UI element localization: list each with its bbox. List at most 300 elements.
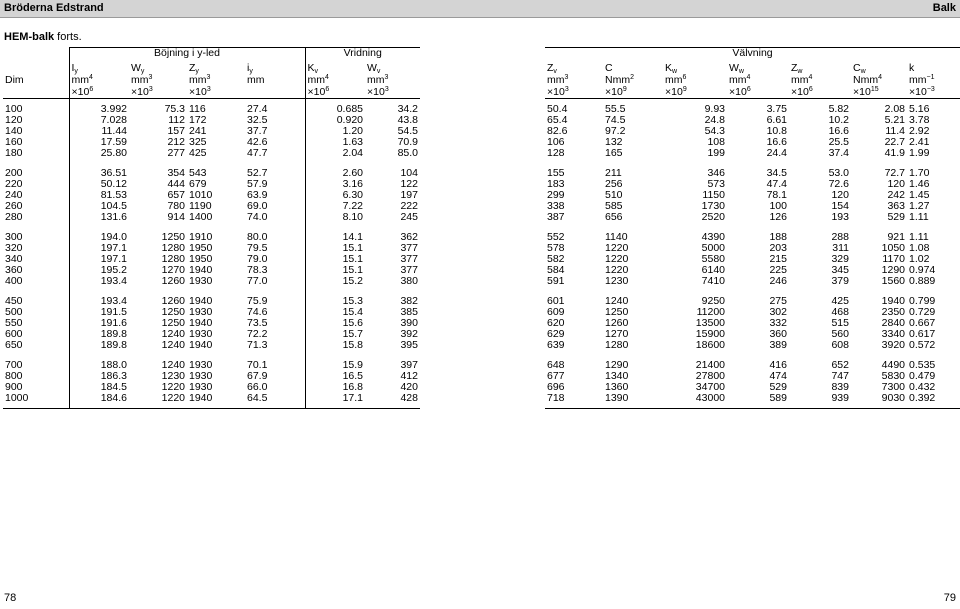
table-row [545, 163, 960, 179]
table-cell: 921 [887, 231, 905, 243]
table-cell: 900 [3, 382, 69, 393]
table-cell: 677 [547, 371, 565, 382]
table-cell: 382 [400, 295, 418, 307]
table-row [3, 137, 420, 148]
table-cell: 160 [3, 137, 69, 148]
table-cell: 65.4 [547, 115, 568, 126]
table-cell: 15.1 [342, 254, 363, 265]
c-header: C Nmm$^2$ $\times 10^9$ [603, 62, 663, 99]
table-cell: 195.2 [100, 265, 127, 276]
table-cell: 360 [769, 329, 787, 340]
table-cell: 57.9 [245, 179, 305, 190]
table-row [3, 254, 420, 265]
table-cell: 2.08 [884, 103, 905, 115]
table-row [545, 254, 960, 265]
table-cell: 354 [167, 167, 185, 179]
table-cell: 696 [547, 382, 565, 393]
table-cell: 5000 [701, 243, 725, 254]
table-row [3, 265, 420, 276]
table-cell: 589 [727, 393, 789, 409]
table-row [3, 276, 420, 291]
cw-header: $C_w$ Nmm$^4$ $\times 10^{15}$ [851, 62, 907, 99]
table-cell: 5.16 [909, 103, 930, 115]
table-cell: 212 [167, 137, 185, 148]
page-number-right: 79 [943, 592, 956, 604]
table-cell: 397 [400, 359, 418, 371]
table-cell: 194.0 [100, 231, 127, 243]
table-cell: 69.0 [245, 201, 305, 212]
table-cell: 79.0 [245, 254, 305, 265]
table-cell: 400 [3, 276, 69, 291]
table-cell: 0.685 [336, 103, 363, 115]
table-cell: 1240 [161, 329, 185, 340]
table-cell: 529 [769, 382, 787, 393]
table-cell: 416 [769, 359, 787, 371]
table-cell: 14.1 [342, 231, 363, 243]
table-cell: 5.82 [828, 103, 849, 115]
table-row [545, 340, 960, 355]
table-cell: 0.729 [909, 307, 936, 318]
table-cell: 1220 [129, 393, 187, 409]
table-cell: 9.93 [704, 103, 725, 115]
table-cell: 189.8 [100, 340, 127, 351]
table-cell: 27.4 [245, 99, 305, 116]
table-cell: 1950 [189, 254, 213, 265]
table-cell: 120 [3, 115, 69, 126]
table-cell: 3.16 [342, 179, 363, 190]
table-cell: 389 [769, 340, 787, 351]
table-row [545, 276, 960, 291]
table-cell: 108 [707, 137, 725, 148]
table-row [3, 212, 420, 227]
table-cell: 197.1 [100, 254, 127, 265]
table-cell: 15.1 [342, 243, 363, 254]
table-row [3, 318, 420, 329]
table-cell: 97.2 [605, 126, 626, 137]
table-cell: 1940 [189, 340, 213, 351]
table-cell: 1250 [161, 318, 185, 329]
table-cell: 1940 [881, 295, 905, 307]
table-cell: 189.8 [100, 329, 127, 340]
row-group [545, 291, 960, 355]
table-cell: 363 [887, 201, 905, 212]
table-cell: 17.59 [100, 137, 127, 148]
table-cell: 329 [831, 254, 849, 265]
table-cell: 1270 [605, 329, 629, 340]
table-cell: 939 [789, 393, 851, 409]
table-cell: 0.799 [909, 295, 936, 307]
table-cell: 585 [605, 201, 623, 212]
table-cell: 203 [769, 243, 787, 254]
table-cell: 256 [605, 179, 623, 190]
table-row [545, 115, 960, 126]
table-cell: 657 [167, 190, 185, 201]
table-cell: 515 [831, 318, 849, 329]
table-cell: 1.02 [909, 254, 930, 265]
table-cell: 24.4 [766, 148, 787, 159]
table-cell: 1230 [605, 276, 629, 287]
table-cell: 2350 [881, 307, 905, 318]
table-cell: 468 [831, 307, 849, 318]
table-cell: 1260 [161, 276, 185, 287]
table-cell: 157 [167, 126, 185, 137]
table-cell: 0.392 [907, 393, 960, 409]
table-cell: 184.5 [100, 382, 127, 393]
zv-header: $Z_v$ $mm^3$ $\times 10^3$ [545, 62, 603, 99]
table-row [3, 227, 420, 243]
row-group [3, 163, 420, 227]
table-cell: 629 [547, 329, 565, 340]
table-row [545, 371, 960, 382]
table-cell: 154 [831, 201, 849, 212]
table-cell: 191.5 [100, 307, 127, 318]
table-cell: 1.11 [909, 231, 929, 243]
table-cell: 25.5 [828, 137, 849, 148]
table-cell: 302 [769, 307, 787, 318]
table-cell: 2.92 [909, 126, 930, 137]
table-cell: 80.0 [245, 227, 305, 243]
table-cell: 188 [769, 231, 787, 243]
table-cell: 560 [831, 329, 849, 340]
table-cell: 25.80 [100, 148, 127, 159]
table-row [3, 148, 420, 163]
table-cell: 199 [707, 148, 725, 159]
table-cell: 332 [769, 318, 787, 329]
table-cell: 241 [189, 126, 207, 137]
table-cell: 3340 [881, 329, 905, 340]
wv-header: $W_v$ $mm^3$ $\times 10^3$ [365, 62, 420, 99]
table-cell: 395 [400, 340, 418, 351]
table-cell: 608 [831, 340, 849, 351]
table-cell: 79.5 [245, 243, 305, 254]
table-cell: 100 [769, 201, 787, 212]
table-cell: 425 [831, 295, 849, 307]
table-cell: 1170 [882, 254, 905, 265]
table-cell: 2520 [701, 212, 725, 223]
table-cell: 15.7 [342, 329, 363, 340]
table-cell: 1940 [189, 318, 213, 329]
table-cell: 582 [547, 254, 565, 265]
table-cell: 34700 [695, 382, 725, 393]
table-cell: 280 [3, 212, 69, 227]
table-cell: 6140 [701, 265, 725, 276]
table-cell: 1260 [161, 295, 185, 307]
table-cell: 425 [189, 148, 207, 159]
table-cell: 5.21 [884, 115, 905, 126]
table-cell: 601 [547, 295, 565, 307]
table-row [3, 393, 420, 409]
table-cell: 32.5 [245, 115, 305, 126]
table-cell: 220 [3, 179, 69, 190]
table-cell: 1.20 [342, 126, 363, 137]
table-cell: 1.08 [909, 243, 930, 254]
table-cell: 197.1 [100, 243, 127, 254]
table-cell: 1190 [189, 201, 212, 212]
table-cell: 112 [168, 115, 185, 126]
table-row [3, 190, 420, 201]
table-cell: 120 [831, 190, 849, 201]
table-row [3, 291, 420, 307]
table-cell: 6.30 [342, 190, 363, 201]
table-row [3, 179, 420, 190]
heading-bold: HEM-balk [4, 31, 55, 43]
table-row [3, 243, 420, 254]
table-cell: 67.9 [245, 371, 305, 382]
table-cell: 70.9 [397, 137, 418, 148]
table-cell: 11.44 [101, 126, 127, 137]
table-cell: 104.5 [100, 201, 127, 212]
table-cell: 718 [545, 393, 603, 409]
table-cell: 550 [3, 318, 69, 329]
table-cell: 74.0 [245, 212, 305, 227]
table-cell: 7.22 [342, 201, 363, 212]
table-row [545, 318, 960, 329]
table-cell: 747 [831, 371, 849, 382]
table-cell: 2840 [881, 318, 905, 329]
table-cell: 200 [3, 163, 69, 179]
table-cell: 6.61 [766, 115, 787, 126]
table-cell: 155 [547, 167, 565, 179]
table-cell: 100 [3, 99, 69, 116]
table-cell: 72.2 [245, 329, 305, 340]
table-cell: 679 [189, 179, 207, 190]
table-cell: 73.5 [245, 318, 305, 329]
table-cell: 620 [547, 318, 565, 329]
table-row [3, 307, 420, 318]
table-cell: 193.4 [100, 276, 127, 287]
table-cell: 1280 [161, 254, 185, 265]
table-cell: 0.479 [909, 371, 936, 382]
group-warping: Välvning [545, 48, 960, 63]
table-cell: 1560 [881, 276, 905, 287]
table-cell: 5580 [701, 254, 725, 265]
table-cell: 72.7 [884, 167, 905, 179]
table-cell: 377 [400, 243, 418, 254]
table-cell: 16.6 [766, 137, 787, 148]
table-cell: 656 [605, 212, 623, 223]
table-cell: 3.78 [909, 115, 930, 126]
table-cell: 27800 [695, 371, 725, 382]
table-cell: 15.4 [342, 307, 363, 318]
table-cell: 122 [400, 179, 418, 190]
table-row [3, 126, 420, 137]
right-property-table [545, 47, 960, 409]
table-cell: 7410 [701, 276, 725, 287]
table-cell: 22.7 [884, 137, 905, 148]
table-cell: 1.63 [342, 137, 363, 148]
table-cell: 380 [400, 276, 418, 287]
table-cell: 77.0 [245, 276, 305, 291]
table-cell: 193.4 [100, 295, 127, 307]
table-cell: 0.889 [909, 276, 936, 287]
table-cell: 41.9 [884, 148, 905, 159]
table-row [3, 201, 420, 212]
table-cell: 191.6 [100, 318, 127, 329]
table-cell: 74.6 [245, 307, 305, 318]
table-cell: 1220 [605, 254, 629, 265]
table-cell: 1250 [605, 307, 629, 318]
table-cell: 5830 [881, 371, 905, 382]
row-group [545, 99, 960, 164]
table-cell: 15.8 [342, 340, 363, 351]
kv-header: $K_v$ $mm^4$ $\times 10^6$ [305, 62, 365, 99]
table-cell: 0.920 [336, 115, 363, 126]
table-cell: 4390 [701, 231, 725, 243]
table-cell: 215 [769, 254, 787, 265]
table-row [545, 329, 960, 340]
table-cell: 78.3 [245, 265, 305, 276]
table-cell: 140 [3, 126, 69, 137]
table-cell: 246 [769, 276, 787, 287]
table-cell: 543 [189, 167, 207, 179]
table-cell: 1360 [605, 382, 629, 393]
table-row [545, 126, 960, 137]
table-cell: 1220 [161, 382, 185, 393]
heading-rest: forts. [54, 31, 82, 43]
table-row [545, 243, 960, 254]
table-cell: 15.9 [342, 359, 363, 371]
table-cell: 193 [831, 212, 849, 223]
table-cell: 3.75 [766, 103, 787, 115]
table-cell: 3.992 [100, 103, 127, 115]
table-cell: 15.2 [342, 276, 363, 287]
table-cell: 1930 [189, 359, 213, 371]
table-cell: 1240 [605, 295, 629, 307]
table-cell: 1390 [603, 393, 663, 409]
table-cell: 360 [3, 265, 69, 276]
table-cell: 72.6 [828, 179, 849, 190]
table-cell: 325 [189, 137, 207, 148]
row-group [3, 355, 420, 409]
table-cell: 10.2 [828, 115, 849, 126]
zy-header: $Z_y$ $mm^3$ $\times 10^3$ [187, 62, 245, 99]
table-cell: 15.6 [342, 318, 363, 329]
table-cell: 0.667 [909, 318, 936, 329]
table-cell: 70.1 [245, 355, 305, 371]
row-group [545, 355, 960, 409]
table-cell: 1930 [189, 307, 213, 318]
table-cell: 474 [769, 371, 787, 382]
table-row [3, 99, 420, 116]
table-cell: 15900 [695, 329, 725, 340]
table-cell: 16.8 [342, 382, 363, 393]
ww-header: $W_w$ $mm^4$ $\times 10^6$ [727, 62, 789, 99]
table-row [545, 291, 960, 307]
table-row [3, 340, 420, 355]
table-cell: 24.8 [704, 115, 725, 126]
table-cell: 1270 [161, 265, 185, 276]
running-header [0, 0, 960, 18]
table-cell: 338 [547, 201, 565, 212]
table-cell: 120 [887, 179, 905, 190]
dim-header: Dim [3, 62, 69, 99]
table-cell: 128 [547, 148, 565, 159]
table-cell: 75.9 [245, 291, 305, 307]
table-cell: 552 [547, 231, 565, 243]
table-cell: 600 [3, 329, 69, 340]
table-cell: 37.4 [828, 148, 849, 159]
table-cell: 15.3 [342, 295, 363, 307]
table-cell: 15.1 [342, 265, 363, 276]
table-cell: 420 [400, 382, 418, 393]
table-cell: 277 [167, 148, 185, 159]
table-cell: 36.51 [100, 167, 127, 179]
group-bending: Böjning i y-led [69, 48, 305, 63]
table-cell: 64.5 [245, 393, 305, 409]
table-cell: 345 [831, 265, 849, 276]
table-cell: 1140 [605, 231, 628, 243]
table-cell: 288 [831, 231, 849, 243]
table-cell: 126 [769, 212, 787, 223]
table-cell: 16.5 [342, 371, 363, 382]
table-cell: 7300 [881, 382, 905, 393]
table-cell: 300 [3, 227, 69, 243]
table-cell: 17.1 [305, 393, 365, 409]
table-cell: 379 [831, 276, 849, 287]
table-cell: 78.1 [766, 190, 787, 201]
table-cell: 428 [365, 393, 420, 409]
table-row [545, 190, 960, 201]
table-cell: 1220 [605, 243, 629, 254]
page-number-left: 78 [4, 592, 17, 604]
table-cell: 54.5 [397, 126, 418, 137]
k-header: k $mm^{-1}$ $\times 10^{-3}$ [907, 62, 960, 99]
table-row [545, 355, 960, 371]
table-cell: 1730 [701, 201, 725, 212]
table-cell: 184.6 [69, 393, 129, 409]
table-cell: 245 [400, 212, 418, 223]
table-cell: 377 [400, 254, 418, 265]
table-cell: 47.4 [766, 179, 787, 190]
table-cell: 21400 [695, 359, 725, 371]
table-row [545, 201, 960, 212]
row-group [3, 291, 420, 355]
table-cell: 165 [605, 148, 623, 159]
table-cell: 1940 [189, 265, 213, 276]
table-row [545, 99, 960, 116]
table-cell: 1220 [605, 265, 629, 276]
table-cell: 52.7 [245, 163, 305, 179]
table-cell: 299 [547, 190, 565, 201]
table-cell: 71.3 [245, 340, 305, 355]
table-cell: 54.3 [704, 126, 725, 137]
table-cell: 500 [3, 307, 69, 318]
table-row [3, 382, 420, 393]
table-cell: 1930 [189, 371, 213, 382]
table-cell: 1010 [189, 190, 213, 201]
unit-header-row [545, 62, 960, 99]
table-cell: 1.27 [909, 201, 930, 212]
table-cell: 639 [547, 340, 565, 351]
section-name: Balk [932, 2, 956, 14]
table-row [545, 212, 960, 227]
table-cell: 0.432 [909, 382, 936, 393]
table-row [545, 265, 960, 276]
table-cell: 1050 [881, 243, 905, 254]
table-cell: 385 [400, 307, 418, 318]
unit-header-row [3, 62, 420, 99]
table-cell: 1150 [702, 190, 725, 201]
table-cell: 188.0 [100, 359, 127, 371]
table-cell: 66.0 [245, 382, 305, 393]
table-cell: 1910 [189, 231, 213, 243]
table-cell: 1940 [189, 295, 213, 307]
table-cell: 1.11 [909, 212, 929, 223]
table-cell: 13500 [695, 318, 725, 329]
table-cell: 1930 [189, 329, 213, 340]
table-cell: 225 [769, 265, 787, 276]
left-property-table [3, 47, 420, 409]
